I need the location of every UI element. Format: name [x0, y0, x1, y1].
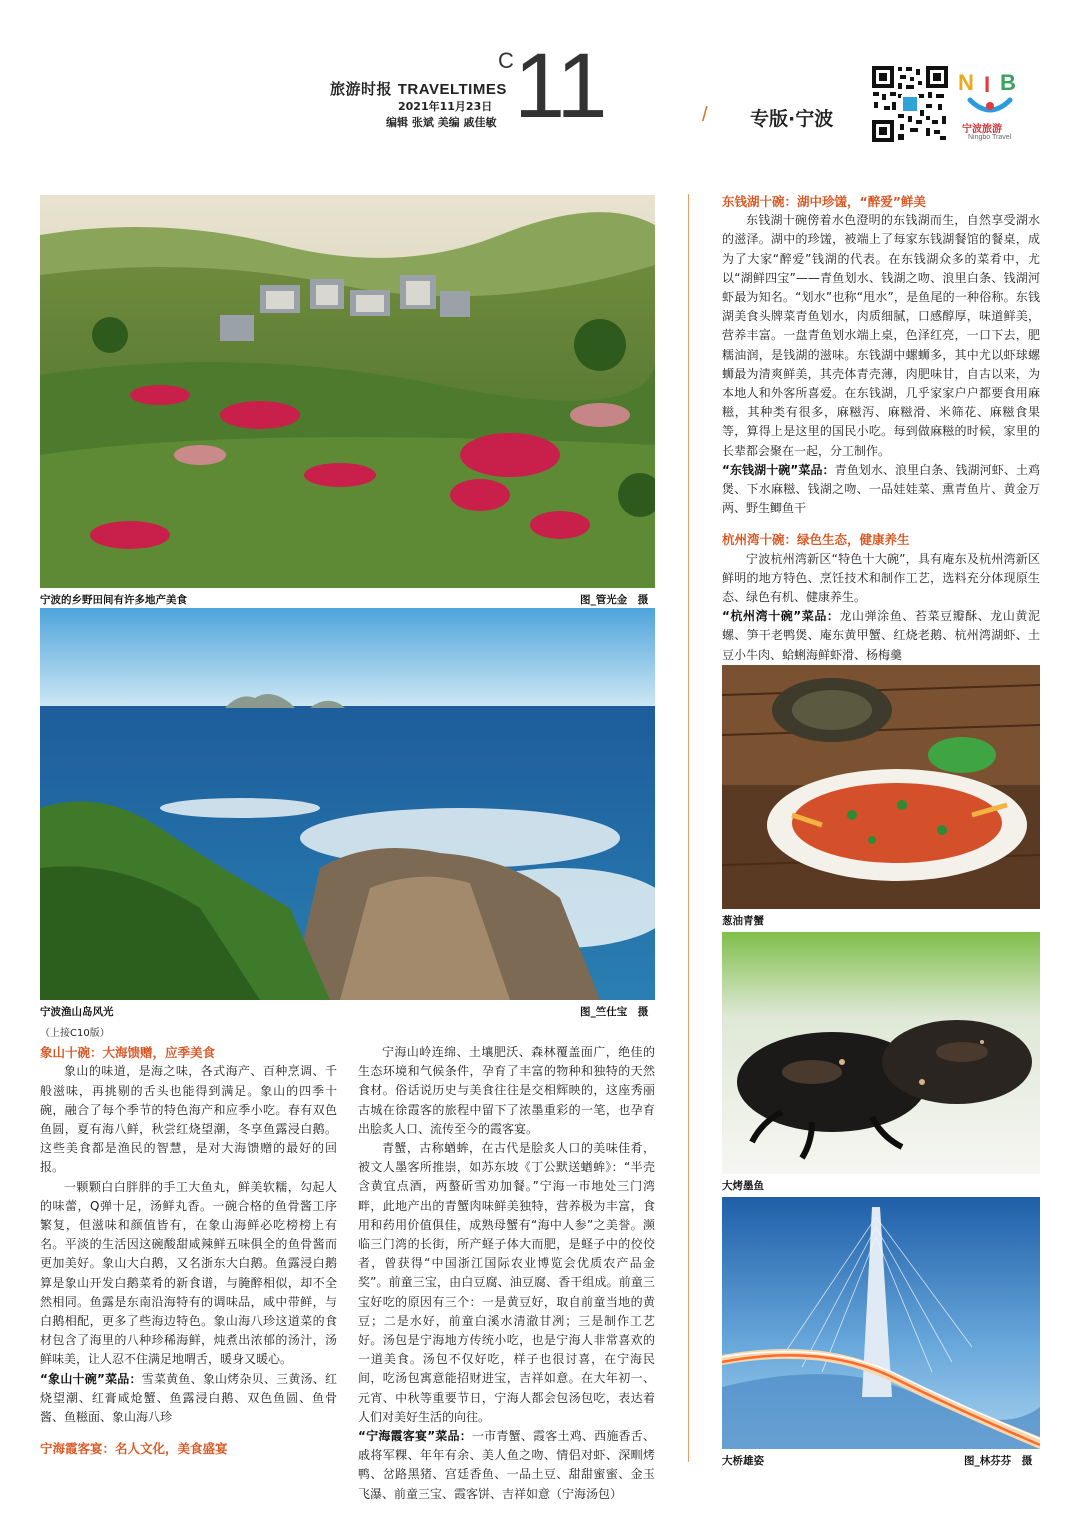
issue-date: 2021年11月23日 — [398, 100, 493, 113]
dish-list-xiangshan — [40, 1370, 337, 1428]
dish-list-items: 青鱼划水、浪里白条、钱湖河虾、土鸡煲、下水麻糍、钱湖之吻、一品娃娃菜、熏青鱼片、黄金万两、野生鲫鱼干 — [722, 462, 1040, 516]
dish-list-label: “象山十碗”菜品： — [40, 1371, 142, 1386]
crab-photo-caption: 葱油青蟹 — [722, 915, 764, 927]
paragraph: 象山的味道，是海之味，各式海产、百种烹调、千般滋味，再挑剔的舌头也能得到满足。象山的四季十碗，融合了每个季节的特色海产和应季小吃。春有双色鱼圆，夏有海八鲜，秋尝红烧望潮，冬享鱼露浸白鹅。这些美食都是渔民的智慧，是对大海馈赠的最好的回报。 — [40, 1064, 337, 1175]
header-slash: / — [702, 104, 708, 126]
section-heading-ninghai: 宁海霞客宴：名人文化，美食盛宴 — [40, 1441, 228, 1457]
logo-text: 宁波旅游 — [962, 124, 1002, 135]
column-divider — [688, 194, 689, 1462]
dish-list-items: 雪菜黄鱼、象山烤杂贝、三黄汤、红烧望潮、红膏咸炝蟹、鱼露浸白鹅、双色鱼圆、鱼骨酱、鱼糍面、象山海八珍 — [40, 1371, 337, 1425]
village-photo-credit: 图_管光金 摄 — [580, 594, 649, 606]
logo-subtext: Ningbo Travel — [968, 134, 1012, 141]
paragraph: 青蟹，古称蝤蛑，在古代是脍炙人口的美味佳肴，被文人墨客所推崇，如苏东坡《丁公默送蝤蛑》：“半壳含黄宜点酒，两螯斫雪劝加餐。”宁海一市地处三门湾畔，此地产出的青蟹肉味鲜美独特，营养极为丰富，食用和药用价值俱佳，成熟母蟹有“海中人参”之美誉。濒临三门湾的长街，所产蛏子体大而肥，是蛏子中的佼佼者，曾获得“中国浙江国际农业博览会优质农产品金奖”。前童三宝，由白豆腐、油豆腐、香干组成。前童三宝好吃的原因有三个：一是黄豆好，取自前童当地的黄豆；二是水好，前童白溪水清澈甘冽；三是制作工艺好。汤包是宁海地方传统小吃，也是宁海人非常喜欢的一道美食。汤包不仅好吃，样子也很讨喜，在宁海民间，吃汤包寓意能招财进宝，吉祥如意。在大年初一、元宵、中秋等重要节日，宁海人都会包汤包吃，表达着人们对美好生活的向往。 — [358, 1141, 655, 1424]
dish-list-dongqianhu — [722, 461, 1040, 519]
logo-letter-i: I — [984, 72, 991, 97]
dish-list-label: “东钱湖十碗”菜品： — [722, 462, 835, 477]
section-heading-hangzhouwan: 杭州湾十碗：绿色生态，健康养生 — [722, 532, 910, 548]
paper-name-cn: 旅游时报 — [330, 80, 393, 98]
sea-photo-caption: 宁波渔山岛风光 — [40, 1006, 114, 1018]
dish-list-ninghai — [358, 1427, 655, 1504]
section-heading-xiangshan: 象山十碗：大海馈赠，应季美食 — [40, 1045, 216, 1061]
paragraph: 东钱湖十碗傍着水色澄明的东钱湖而生，自然享受湖水的滋泽。湖中的珍馐，被端上了每家东钱湖餐馆的餐桌，成为了大家“醉爱”钱湖的代表。在东钱湖众多的菜肴中，尤以“湖鲜四宝”——青鱼划水、钱湖之吻、浪里白条、钱湖河虾最为知名。“划水”也称“甩水”，是鱼尾的一种俗称。东钱湖美食头牌菜青鱼划水，肉质细腻，口感醇厚，味道鲜美，营养丰富。一盘青鱼划水端上桌，色泽红亮，一口下去，肥糯油润，是钱湖的滋味。东钱湖中螺蛳多，其中尤以虾球螺蛳最为清爽鲜美，其壳体青壳薄，肉肥味甘，自古以来，为本地人和外客所喜爱。在东钱湖，几乎家家户户都要食用麻糍，其种类有很多，麻糍泻、麻糍滑、米筛花、麻糍食果等，算得上是这里的国民小吃。每到做麻糍的时候，家里的长辈都会聚在一起，分工制作。 — [722, 213, 1040, 458]
bridge-photo-credit: 图_林芬芬 摄 — [964, 1455, 1033, 1467]
article-column-2 — [358, 1043, 655, 1504]
dish-list-hangzhouwan — [722, 607, 1040, 665]
paragraph: 一颗颗白白胖胖的手工大鱼丸，鲜美软糯，勾起人的味蕾，Q弹十足，汤鲜丸香。一碗合格的鱼骨酱工序繁复，但滋味和颜值皆有，在象山海鲜必吃榜榜上有名。平淡的生活因这碗酸甜咸辣鲜五味俱全的鱼骨酱而更加美好。象山大白鹅，又名浙东大白鹅。鱼露浸白鹅算是象山开发白鹅菜肴的新食谱，与腌醉相似，却不全然相同。鱼露是东南沿海特有的调味品，咸中带鲜，与白鹅相配，更多了些海边特色。象山海八珍这道菜的食材包含了海里的八种珍稀海鲜，炖煮出浓郁的汤汁，汤鲜味美，让人忍不住满足地喟舌，暖身又暖心。 — [40, 1179, 337, 1367]
dish-list-label: “宁海霞客宴”菜品： — [358, 1429, 472, 1444]
paragraph: 宁海山岭连绵、土壤肥沃、森林覆盖面广，绝佳的生态环境和气候条件，孕育了丰富的物种和独特的天然食材。俗话说历史与美食往往是交相辉映的，这座秀丽古城在徐霞客的旅程中留下了浓墨重彩的一笔，也孕育出脍炙人口、流传至今的霞客宴。 — [358, 1045, 655, 1136]
logo-letter-n: N — [958, 70, 974, 95]
paper-name-en: TRAVELTIMES — [397, 81, 507, 98]
bridge-photo — [722, 1197, 1040, 1449]
sea-photo — [40, 608, 655, 1000]
page-number: 11 — [514, 35, 606, 137]
section-heading-dongqianhu: 东钱湖十碗：湖中珍馐，“醉爱”鲜美 — [722, 194, 926, 209]
article-column-1 — [40, 1024, 337, 1458]
dish-list-items: 龙山弹涂鱼、苔菜豆瓣酥、龙山黄泥螺、笋干老鸭煲、庵东黄甲蟹、红烧老鹅、杭州湾湖虾、土豆小牛肉、蛤蜊海鲜虾滑、杨梅羹 — [722, 609, 1040, 662]
village-photo-caption: 宁波的乡野田间有许多地产美食 — [40, 594, 187, 606]
dish-list-label: “杭州湾十碗”菜品： — [722, 609, 840, 624]
sea-photo-credit: 图_竺仕宝 摄 — [580, 1006, 649, 1018]
logo-letter-b: B — [1000, 70, 1016, 95]
paragraph: 宁波杭州湾新区“特色十大碗”，具有庵东及杭州湾新区鲜明的地方特色、烹饪技术和制作工艺，选料充分体现原生态、绿色有机、健康养生。 — [722, 551, 1040, 605]
section-letter: C — [498, 48, 514, 73]
cuttlefish-photo — [722, 932, 1040, 1174]
cuttlefish-photo-caption: 大烤墨鱼 — [722, 1180, 764, 1192]
bridge-photo-caption: 大桥雄姿 — [722, 1455, 764, 1467]
section-name: 专版·宁波 — [750, 108, 834, 130]
village-photo — [40, 195, 655, 588]
paper-name — [330, 78, 507, 99]
article-column-3 — [722, 192, 1040, 665]
continued-note: （上接C10版） — [40, 1028, 110, 1039]
dish-list-items: 一市青蟹、霞客土鸡、西施香舌、戚将军粿、年年有余、美人鱼之吻、情侣对虾、深甽烤鸭、岔路黑猪、宫廷香鱼、一品土豆、甜甜蜜蜜、金玉飞瀑、前童三宝、霞客饼、吉祥如意（宁海汤包） — [358, 1429, 655, 1501]
qr-code-icon — [870, 64, 950, 144]
editor-credits: 编辑 张斌 美编 戚佳敏 — [386, 116, 497, 129]
crab-photo — [722, 665, 1040, 909]
